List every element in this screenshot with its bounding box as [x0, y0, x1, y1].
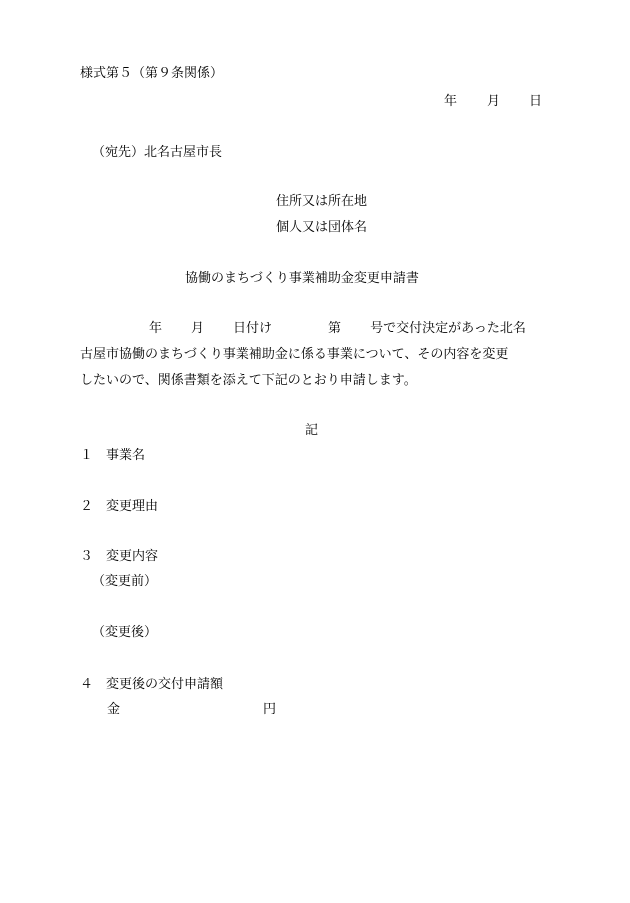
- body-month: 月: [191, 321, 205, 336]
- item-number: １: [80, 448, 94, 463]
- amount-prefix: 金: [107, 702, 121, 717]
- item-label: 事業名: [106, 448, 146, 463]
- item-3: [80, 550, 158, 563]
- item-label: 変更理由: [106, 499, 159, 514]
- item-number: ３: [80, 549, 94, 564]
- item-2: [80, 500, 158, 513]
- date-day: 日: [529, 94, 543, 109]
- date-year: 年: [444, 94, 458, 109]
- change-after-label: （変更後）: [92, 625, 158, 640]
- change-before-label: （変更前）: [92, 574, 158, 589]
- item-label: 変更内容: [106, 549, 159, 564]
- date-line: [444, 95, 542, 108]
- body-date-suffix: 日付け: [233, 321, 273, 336]
- item-4: [80, 678, 223, 691]
- body-line-1-rest: 号で交付決定があった北名: [370, 321, 526, 336]
- amount-unit: 円: [263, 702, 277, 717]
- item-number: ２: [80, 499, 94, 514]
- document-title: 協働のまちづくり事業補助金変更申請書: [185, 271, 419, 286]
- item-label: 変更後の交付申請額: [106, 677, 224, 692]
- addressee: （宛先）北名古屋市長: [92, 145, 223, 160]
- item-number: ４: [80, 677, 94, 692]
- item-1: [80, 449, 145, 462]
- applicant-name-label: 個人又は団体名: [276, 220, 368, 235]
- body-line-1: [149, 322, 526, 335]
- date-month: 月: [487, 94, 501, 109]
- form-number: 様式第５（第９条関係）: [80, 66, 224, 81]
- amount-line: [107, 703, 276, 716]
- body-line-2: 古屋市協働のまちづくり事業補助金に係る事業について、その内容を変更: [80, 347, 509, 362]
- applicant-address-label: 住所又は所在地: [276, 194, 368, 209]
- ki-heading: 記: [305, 423, 319, 438]
- body-year: 年: [149, 321, 163, 336]
- body-no-prefix: 第: [328, 321, 342, 336]
- body-line-3: したいので、関係書類を添えて下記のとおり申請します。: [80, 373, 417, 388]
